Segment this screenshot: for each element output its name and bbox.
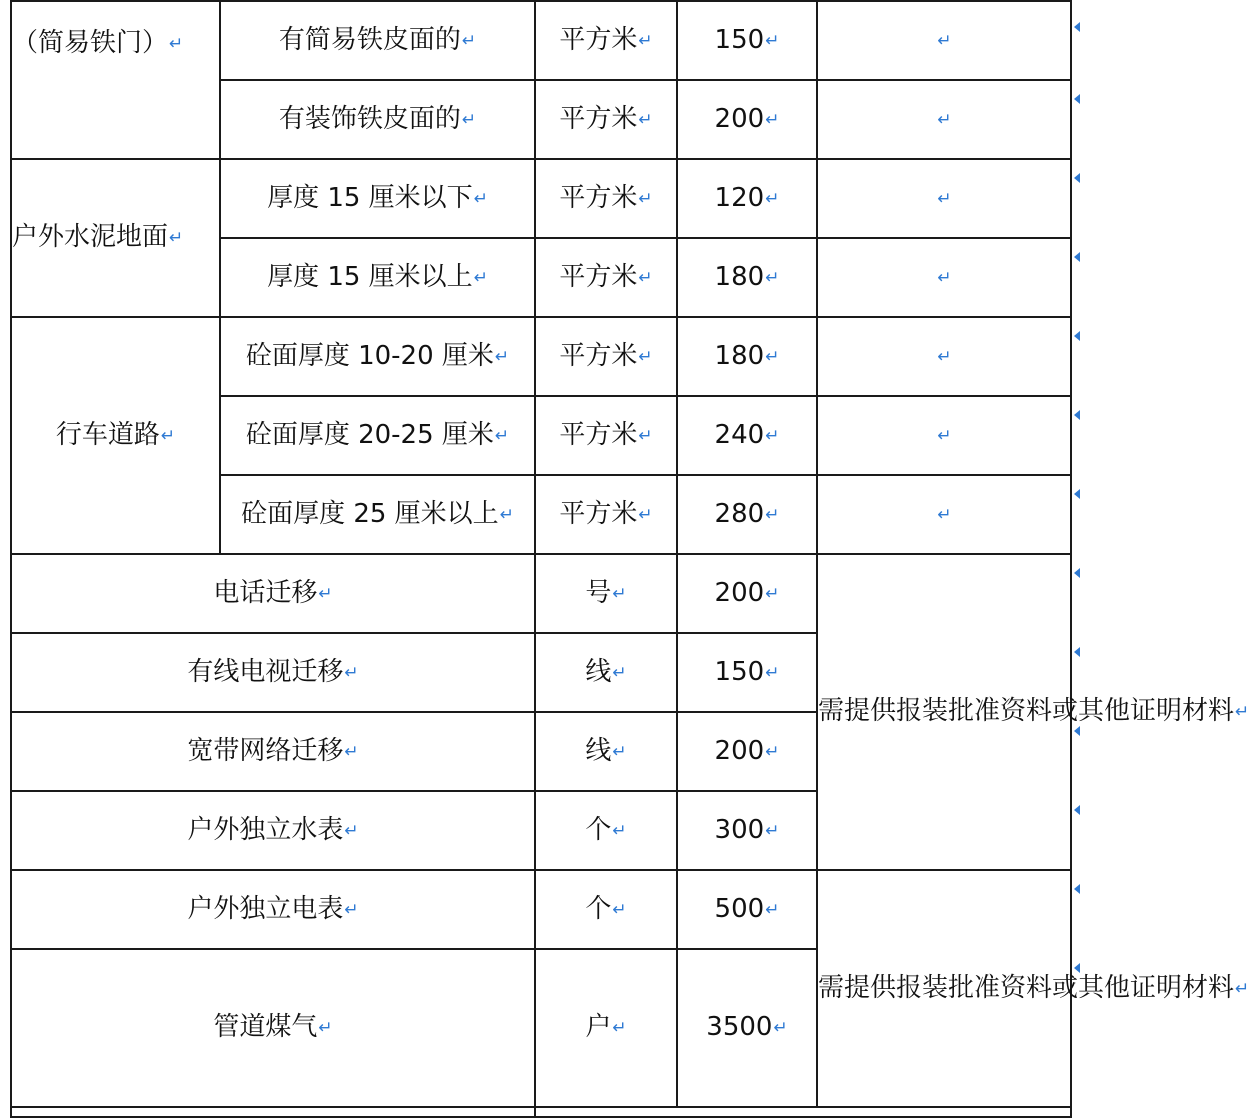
unit-label: 平方米 — [559, 24, 638, 55]
table-row — [11, 317, 1071, 396]
paragraph-mark-icon: ↵ — [318, 583, 333, 604]
row-end-marker-icon — [1074, 884, 1080, 894]
unit-label: 户 — [585, 1012, 612, 1043]
row-end-marker-icon — [1074, 22, 1080, 32]
paragraph-mark-icon: ↵ — [473, 267, 488, 288]
price-value: 120 — [714, 182, 765, 213]
item-cell — [220, 1, 535, 80]
price-cell — [677, 238, 817, 317]
item-label: 厚度 15 厘米以上 — [267, 261, 473, 292]
paragraph-mark-icon: ↵ — [765, 425, 780, 446]
paragraph-mark-icon: ↵ — [765, 30, 780, 51]
paragraph-mark-icon: ↵ — [160, 425, 176, 446]
item-cell — [11, 791, 535, 870]
paragraph-mark-icon: ↵ — [937, 109, 952, 130]
category-cell — [11, 1, 220, 159]
table-row — [11, 870, 1071, 949]
empty-cell — [11, 1107, 535, 1117]
item-cell — [220, 317, 535, 396]
price-cell — [677, 317, 817, 396]
paragraph-mark-icon: ↵ — [765, 267, 780, 288]
item-cell — [11, 554, 535, 633]
paragraph-mark-icon: ↵ — [765, 662, 780, 683]
paragraph-mark-icon: ↵ — [773, 1018, 788, 1039]
paragraph-mark-icon: ↵ — [638, 504, 653, 525]
item-label: 砼面厚度 25 厘米以上 — [241, 498, 499, 529]
paragraph-mark-icon: ↵ — [612, 1018, 627, 1039]
paragraph-mark-icon: ↵ — [612, 741, 627, 762]
paragraph-mark-icon: ↵ — [765, 583, 780, 604]
paragraph-mark-icon: ↵ — [638, 267, 653, 288]
paragraph-mark-icon: ↵ — [494, 346, 510, 367]
paragraph-mark-icon: ↵ — [473, 188, 488, 209]
item-cell — [11, 712, 535, 791]
paragraph-mark-icon: ↵ — [638, 30, 653, 51]
note-text: 需提供报装批准资料或其他证明材料 — [818, 972, 1235, 1003]
table-row-partial — [11, 1107, 1071, 1117]
paragraph-mark-icon: ↵ — [1235, 978, 1249, 999]
price-value: 180 — [714, 261, 765, 292]
paragraph-mark-icon: ↵ — [499, 504, 514, 525]
table-row — [11, 159, 1071, 238]
item-label: 有线电视迁移 — [187, 656, 344, 687]
row-end-marker-icon — [1074, 173, 1080, 183]
item-label: 电话迁移 — [213, 577, 318, 608]
paragraph-mark-icon: ↵ — [169, 34, 184, 54]
unit-cell — [535, 712, 677, 791]
note-cell — [817, 396, 1071, 475]
paragraph-mark-icon: ↵ — [169, 228, 184, 249]
item-cell — [11, 633, 535, 712]
note-cell — [817, 238, 1071, 317]
row-end-marker-icon — [1074, 568, 1080, 578]
price-value: 240 — [714, 419, 765, 450]
note-cell — [817, 475, 1071, 554]
item-label: 户外独立电表 — [187, 893, 344, 924]
paragraph-mark-icon: ↵ — [765, 346, 780, 367]
unit-cell — [535, 159, 677, 238]
unit-cell — [535, 791, 677, 870]
paragraph-mark-icon: ↵ — [461, 30, 477, 51]
paragraph-mark-icon: ↵ — [638, 188, 653, 209]
paragraph-mark-icon: ↵ — [1235, 702, 1249, 723]
note-text: 需提供报装批准资料或其他证明材料 — [818, 696, 1235, 727]
unit-label: 平方米 — [559, 182, 638, 213]
item-cell — [220, 80, 535, 159]
paragraph-mark-icon: ↵ — [612, 662, 627, 683]
unit-label: 平方米 — [559, 498, 638, 529]
paragraph-mark-icon: ↵ — [937, 30, 952, 51]
unit-cell — [535, 633, 677, 712]
item-cell — [11, 949, 535, 1107]
paragraph-mark-icon: ↵ — [344, 820, 359, 841]
unit-label: 平方米 — [559, 340, 638, 371]
unit-cell — [535, 475, 677, 554]
price-cell — [677, 396, 817, 475]
price-cell — [677, 159, 817, 238]
paragraph-mark-icon: ↵ — [638, 109, 653, 130]
price-cell — [677, 1, 817, 80]
paragraph-mark-icon: ↵ — [937, 425, 952, 446]
unit-label: 平方米 — [559, 419, 638, 450]
item-label: 有装饰铁皮面的 — [278, 103, 461, 134]
paragraph-mark-icon: ↵ — [765, 820, 780, 841]
note-cell — [817, 159, 1071, 238]
price-cell — [677, 554, 817, 633]
paragraph-mark-icon: ↵ — [765, 109, 780, 130]
item-label: 砼面厚度 10-20 厘米 — [245, 340, 494, 371]
unit-cell — [535, 80, 677, 159]
item-label: 管道煤气 — [213, 1012, 318, 1043]
unit-label: 个 — [585, 814, 612, 845]
unit-label: 个 — [585, 893, 612, 924]
category-cell — [11, 317, 220, 554]
paragraph-mark-icon: ↵ — [344, 899, 359, 920]
price-cell — [677, 712, 817, 791]
paragraph-mark-icon: ↵ — [638, 425, 653, 446]
price-value: 300 — [714, 814, 765, 845]
row-end-marker-icon — [1074, 331, 1080, 341]
item-label: 厚度 15 厘米以下 — [267, 182, 473, 213]
item-label: 宽带网络迁移 — [187, 735, 344, 766]
item-label: 有简易铁皮面的 — [278, 24, 461, 55]
fee-table — [10, 0, 1249, 1118]
item-cell — [220, 396, 535, 475]
price-value: 200 — [714, 577, 765, 608]
row-end-marker-icon — [1074, 489, 1080, 499]
row-end-marker-icon — [1074, 963, 1080, 973]
price-value: 200 — [714, 103, 765, 134]
category-label: （简易铁门） — [12, 28, 169, 58]
price-value: 500 — [714, 893, 765, 924]
paragraph-mark-icon: ↵ — [612, 583, 627, 604]
unit-label: 线 — [585, 735, 612, 766]
paragraph-mark-icon: ↵ — [765, 899, 780, 920]
paragraph-mark-icon: ↵ — [318, 1018, 333, 1039]
price-value: 280 — [714, 498, 765, 529]
row-end-marker-icon — [1074, 805, 1080, 815]
price-value: 150 — [714, 656, 765, 687]
row-end-marker-icon — [1074, 410, 1080, 420]
paragraph-mark-icon: ↵ — [612, 899, 627, 920]
price-value: 3500 — [706, 1012, 773, 1043]
price-value: 200 — [714, 735, 765, 766]
paragraph-mark-icon: ↵ — [344, 741, 359, 762]
note-cell — [817, 870, 1249, 1107]
table-row — [11, 554, 1071, 633]
item-cell — [220, 159, 535, 238]
row-end-marker-icon — [1074, 252, 1080, 262]
item-cell — [220, 475, 535, 554]
item-cell — [220, 238, 535, 317]
price-cell — [677, 791, 817, 870]
paragraph-mark-icon: ↵ — [612, 820, 627, 841]
note-cell — [817, 1, 1071, 80]
item-label: 砼面厚度 20-25 厘米 — [245, 419, 494, 450]
paragraph-mark-icon: ↵ — [765, 188, 780, 209]
unit-cell — [535, 554, 677, 633]
row-end-marker-icon — [1074, 726, 1080, 736]
note-cell — [817, 80, 1071, 159]
unit-label: 号 — [585, 577, 612, 608]
paragraph-mark-icon: ↵ — [937, 267, 952, 288]
category-label: 行车道路 — [55, 419, 160, 450]
paragraph-mark-icon: ↵ — [937, 346, 952, 367]
paragraph-mark-icon: ↵ — [494, 425, 510, 446]
unit-cell — [535, 949, 677, 1107]
row-end-marker-icon — [1074, 647, 1080, 657]
unit-label: 平方米 — [559, 261, 638, 292]
unit-label: 平方米 — [559, 103, 638, 134]
paragraph-mark-icon: ↵ — [638, 346, 653, 367]
category-cell — [11, 159, 220, 317]
price-cell — [677, 475, 817, 554]
unit-cell — [535, 317, 677, 396]
empty-cell — [535, 1107, 1071, 1117]
note-cell — [817, 554, 1249, 870]
price-cell — [677, 949, 817, 1107]
price-cell — [677, 870, 817, 949]
note-cell — [817, 317, 1071, 396]
item-label: 户外独立水表 — [187, 814, 344, 845]
paragraph-mark-icon: ↵ — [765, 504, 780, 525]
category-label: 户外水泥地面 — [12, 222, 169, 253]
item-cell — [11, 870, 535, 949]
unit-cell — [535, 238, 677, 317]
paragraph-mark-icon: ↵ — [937, 504, 952, 525]
price-cell — [677, 633, 817, 712]
price-cell — [677, 80, 817, 159]
row-end-marker-icon — [1074, 94, 1080, 104]
unit-cell — [535, 396, 677, 475]
unit-label: 线 — [585, 656, 612, 687]
unit-cell — [535, 1, 677, 80]
paragraph-mark-icon: ↵ — [461, 109, 477, 130]
table-row — [11, 1, 1071, 80]
paragraph-mark-icon: ↵ — [765, 741, 780, 762]
price-value: 180 — [714, 340, 765, 371]
price-value: 150 — [714, 24, 765, 55]
paragraph-mark-icon: ↵ — [937, 188, 952, 209]
unit-cell — [535, 870, 677, 949]
paragraph-mark-icon: ↵ — [344, 662, 359, 683]
